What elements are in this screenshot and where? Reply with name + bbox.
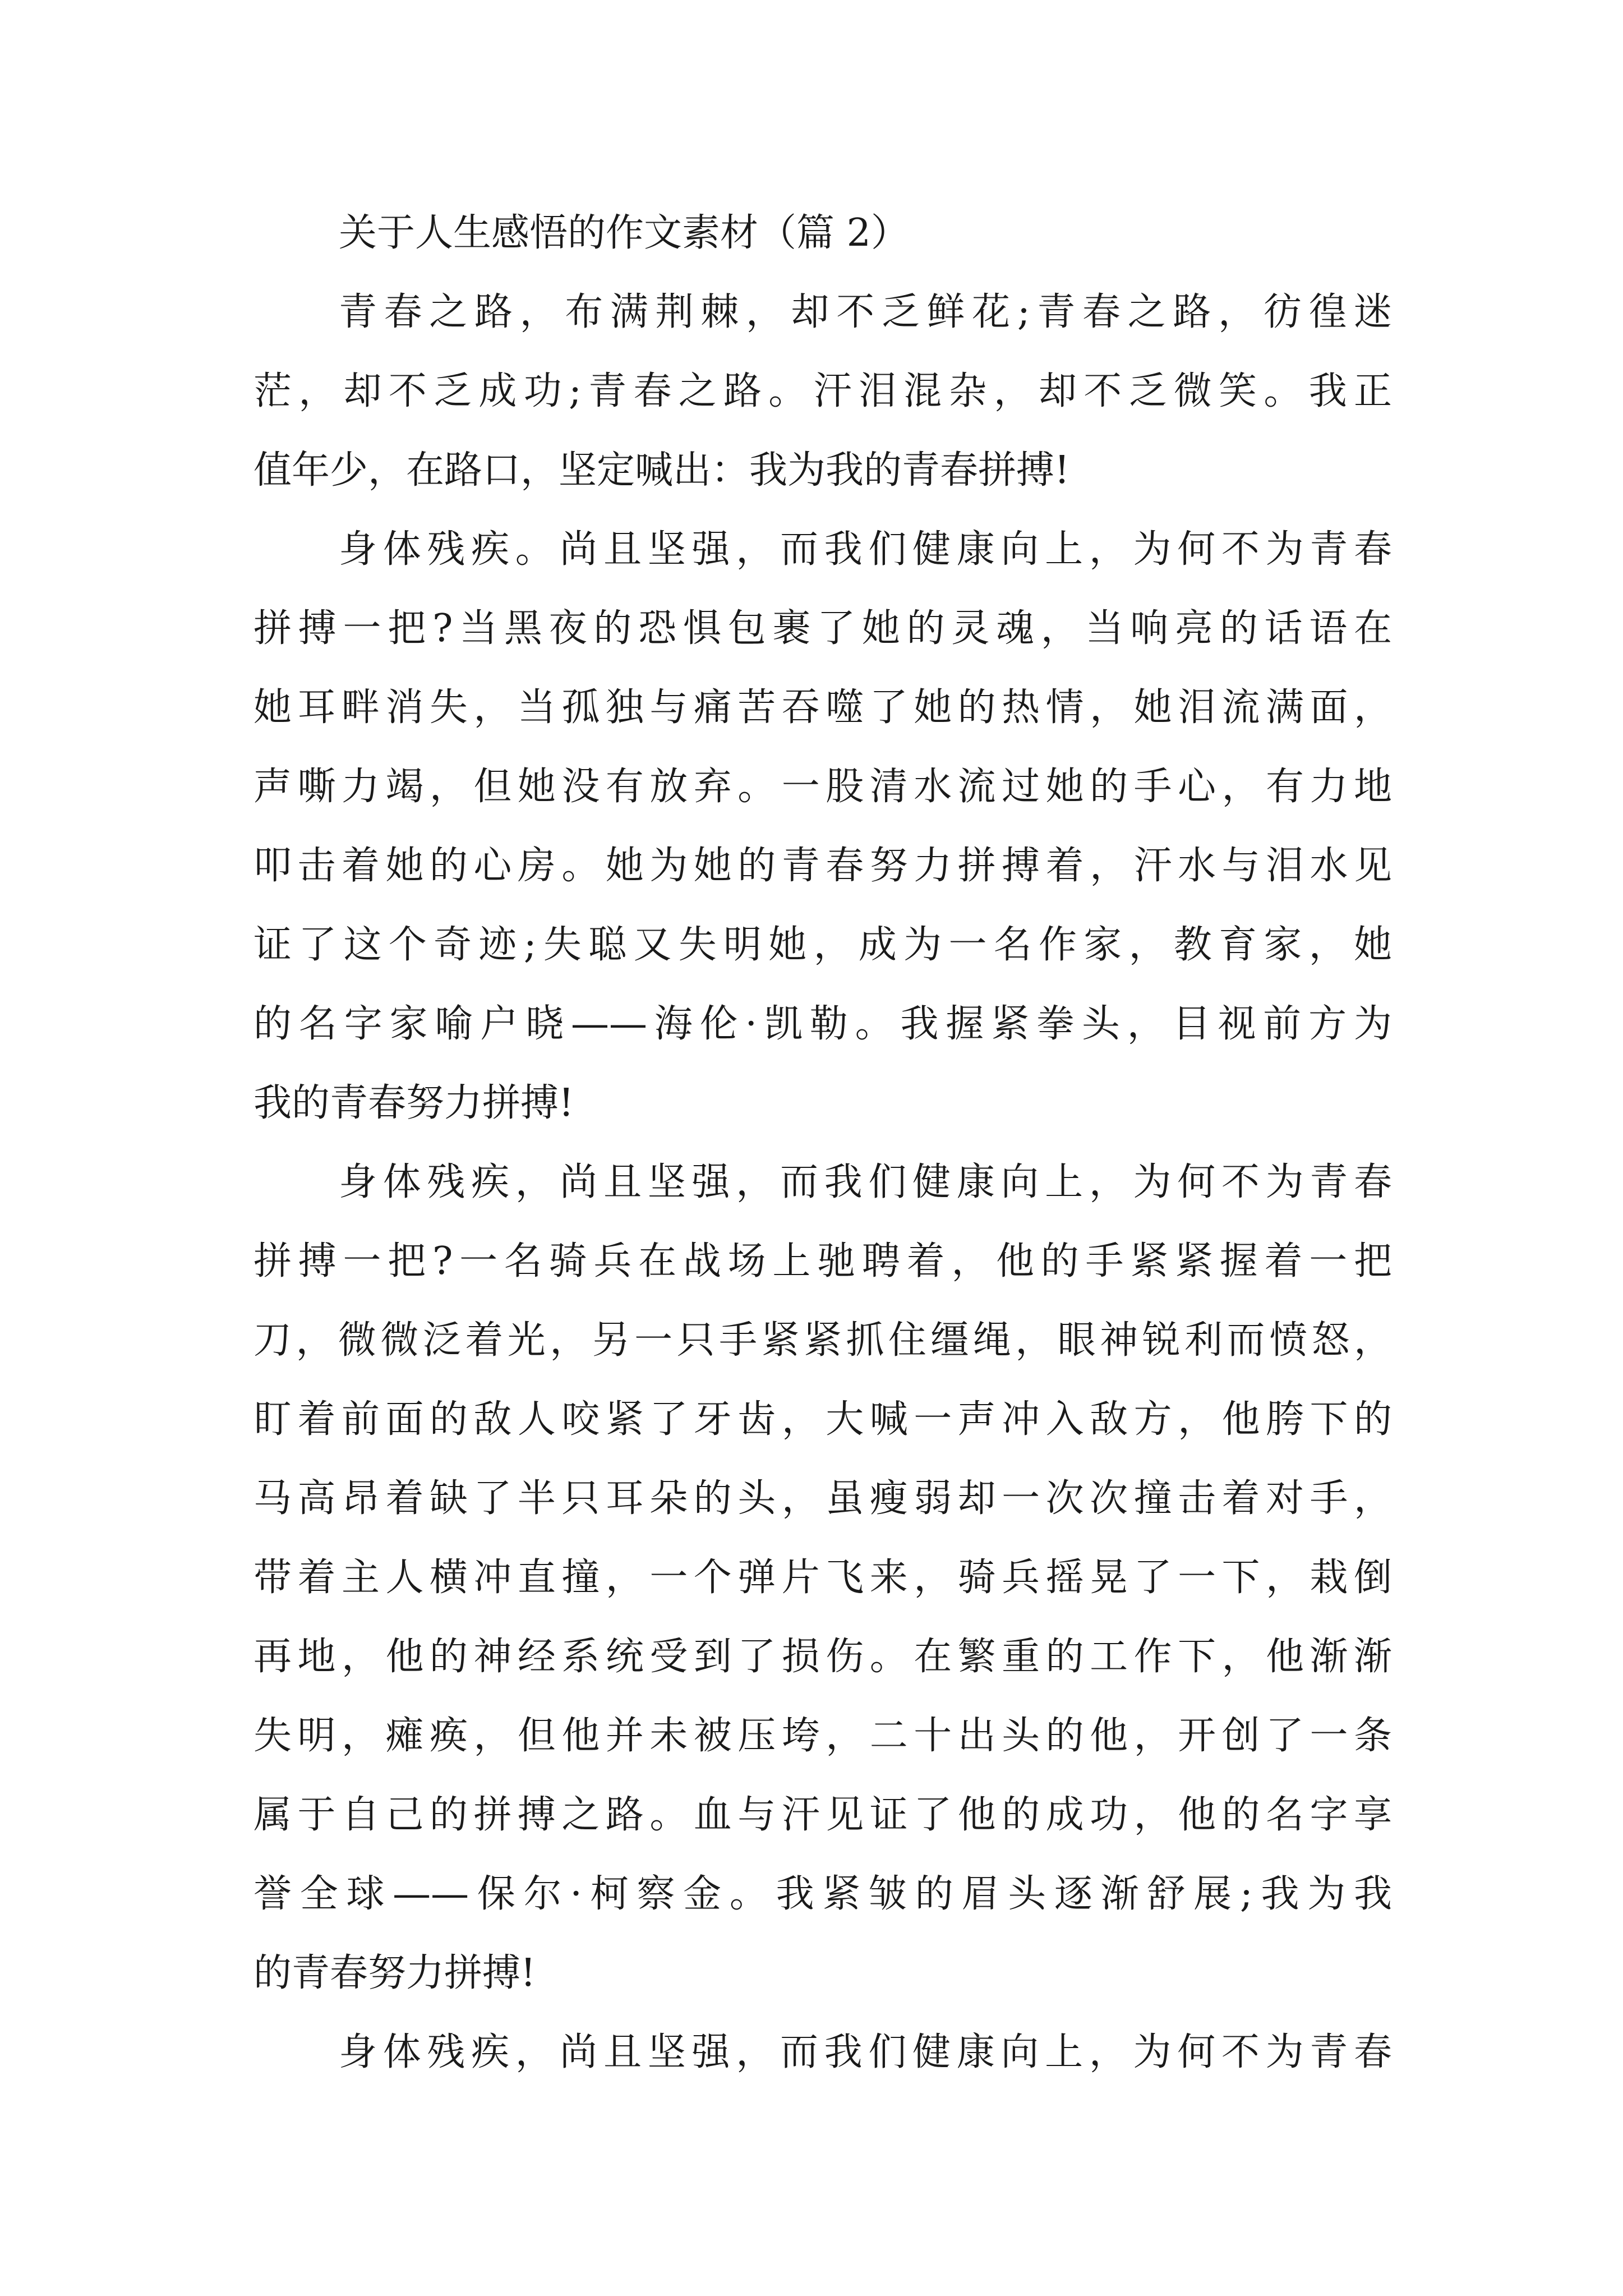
paragraph-3-line-5: 马高昂着缺了半只耳朵的头，虽瘦弱却一次次撞击着对手， <box>253 1476 1392 1521</box>
paragraph-4-line-1: 身体残疾，尚且坚强，而我们健康向上，为何不为青春 <box>339 2030 1392 2074</box>
paragraph-1-line-2: 茫，却不乏成功;青春之路。汗泪混杂，却不乏微笑。我正 <box>253 369 1392 413</box>
paragraph-2-line-3: 她耳畔消失，当孤独与痛苦吞噬了她的热情，她泪流满面， <box>253 685 1392 730</box>
paragraph-2-line-8: 我的青春努力拼搏! <box>253 1081 574 1125</box>
paragraph-1-line-1: 青春之路，布满荆棘，却不乏鲜花;青春之路，彷徨迷 <box>339 290 1392 334</box>
paragraph-3-line-2: 拼搏一把?一名骑兵在战场上驰聘着，他的手紧紧握着一把 <box>253 1239 1392 1283</box>
paragraph-3-line-1: 身体残疾，尚且坚强，而我们健康向上，为何不为青春 <box>339 1160 1392 1204</box>
paragraph-3-line-8: 失明，瘫痪，但他并未被压垮，二十出头的他，开创了一条 <box>253 1714 1392 1758</box>
paragraph-3-line-3: 刀，微微泛着光，另一只手紧紧抓住缰绳，眼神锐利而愤怒， <box>253 1318 1392 1363</box>
paragraph-1-line-3: 值年少，在路口，坚定喊出：我为我的青春拼搏! <box>253 448 1070 493</box>
paragraph-2-line-7: 的名字家喻户晓——海伦·凯勒。我握紧拳头，目视前方为 <box>253 1002 1392 1046</box>
paragraph-3-line-6: 带着主人横冲直撞，一个弹片飞来，骑兵摇晃了一下，栽倒 <box>253 1556 1392 1600</box>
document-body <box>253 194 1392 2092</box>
paragraph-2-line-5: 叩击着她的心房。她为她的青春努力拼搏着，汗水与泪水见 <box>253 844 1392 888</box>
paragraph-2-line-2: 拼搏一把?当黑夜的恐惧包裹了她的灵魂，当响亮的话语在 <box>253 606 1392 651</box>
paragraph-2-line-4: 声嘶力竭，但她没有放弃。一股清水流过她的手心，有力地 <box>253 765 1392 809</box>
paragraph-3-line-9: 属于自己的拼搏之路。血与汗见证了他的成功，他的名字享 <box>253 1793 1392 1837</box>
paragraph-2-line-6: 证了这个奇迹;失聪又失明她，成为一名作家，教育家，她 <box>253 923 1392 967</box>
paragraph-3-line-11: 的青春努力拼搏! <box>253 1951 536 1995</box>
paragraph-2-line-1: 身体残疾。尚且坚强，而我们健康向上，为何不为青春 <box>339 527 1392 572</box>
paragraph-3-line-7: 再地，他的神经系统受到了损伤。在繁重的工作下，他渐渐 <box>253 1635 1392 1679</box>
paragraph-3-line-4: 盯着前面的敌人咬紧了牙齿，大喊一声冲入敌方，他胯下的 <box>253 1397 1392 1442</box>
document-title: 关于人生感悟的作文素材（篇 2） <box>339 211 909 255</box>
paragraph-3-line-10: 誉全球——保尔·柯察金。我紧皱的眉头逐渐舒展;我为我 <box>253 1872 1392 1916</box>
